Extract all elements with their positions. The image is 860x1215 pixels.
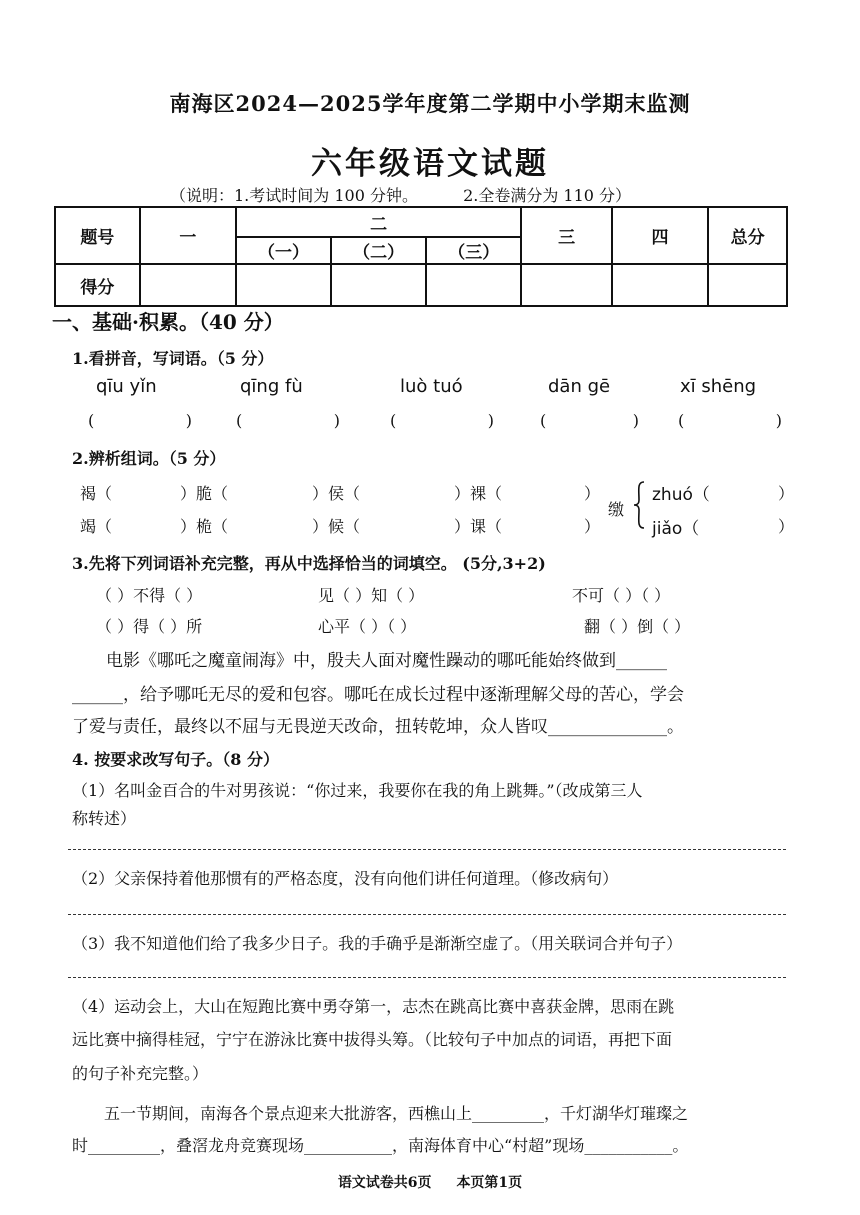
footer-total-pages: 语文试卷共6页 [337,1175,432,1191]
q4-item-4: （4）运动会上，大山在短跑比赛中勇夺第一，志杰在跳高比赛中喜获金牌，思雨在跳 [72,997,675,1016]
pinyin-4: dān gē [548,376,611,397]
score-cell[interactable] [426,264,521,306]
polyphone-char: 缴 [608,500,625,519]
polyphone-reading-1: zhuó（ [652,485,710,505]
header-part-4: 四 [612,207,708,264]
q3-idiom-6: 翻（ ）倒（ ） [584,617,691,636]
header-part-2a: （一） [236,237,331,264]
q3-passage-line-1: 电影《哪吒之魔童闹海》中，殷夫人面对魔性躁动的哪吒能始终做到______ [106,651,667,671]
score-table [54,206,788,307]
q2-title: 2.辨析组词。（5 分） [72,449,226,468]
q3-passage-line-2: ______，给予哪吒无尽的爱和包容。哪吒在成长过程中逐渐理解父母的苦心，学会 [72,685,684,705]
header-part-3: 三 [521,207,612,264]
answer-paren-4[interactable]: ( ) [540,411,639,430]
q1-title: 1.看拼音，写词语。（5 分） [72,349,274,368]
note-score: 2.全卷满分为 110 分） [463,186,632,205]
section-1-heading: 一、基础·积累。（40 分） [52,310,284,334]
score-cell[interactable] [708,264,787,306]
pinyin-3: luò tuó [400,376,463,397]
q3-passage-line-3: 了爱与责任，最终以不屈与无畏逆天改命，扭转乾坤，众人皆叹______________。 [72,717,684,737]
pinyin-2: qīng fù [240,376,303,397]
answer-line-3[interactable] [68,977,786,978]
answer-paren-1[interactable]: ( ) [88,411,193,430]
q3-idiom-2: 见（ ）知（ ） [318,586,425,605]
header-question-no: 题号 [55,207,140,264]
q4-item-3: （3）我不知道他们给了我多少日子。我的手确乎是渐渐空虚了。（用关联词合并句子） [72,934,683,953]
score-cell[interactable] [612,264,708,306]
q2-char-3: ）侯（ [312,484,361,503]
header-part-2b: （二） [331,237,426,264]
header-part-2: 二 [236,207,521,237]
q2-close: ） [584,484,601,503]
q4-title: 4. 按要求改写句子。（8 分） [72,750,279,769]
note-time: （说明：1.考试时间为 100 分钟。 [170,186,418,205]
score-cell[interactable] [521,264,612,306]
q2-char-2: ）脆（ [180,484,229,503]
header-part-2c: （三） [426,237,521,264]
subject-title: 六年级语文试题 [311,146,549,182]
footer-page-number: 本页第1页 [456,1175,523,1191]
q2-close: ） [778,517,795,536]
q4-item-1: （1）名叫金百合的牛对男孩说：“你过来，我要你在我的角上跳舞。”（改成第三人 [72,781,643,800]
q3-idiom-3: 不可（ ）（ ） [572,586,671,605]
q4-item-4-end: 的句子补充完整。） [72,1064,209,1083]
header-total: 总分 [708,207,787,264]
q2-char-7: ）候（ [312,517,361,536]
score-cell[interactable] [140,264,236,306]
polyphone-reading-2: jiǎo（ [652,519,700,539]
q2-char-8: ）课（ [454,517,503,536]
score-cell[interactable] [331,264,426,306]
q3-idiom-1: （ ）不得（ ） [96,586,203,605]
q3-idiom-4: （ ）得（ ）所 [96,617,203,636]
q2-char-4: ）裸（ [454,484,503,503]
q2-char-5: 竭（ [80,517,113,536]
answer-line-2[interactable] [68,914,786,915]
q2-char-6: ）桅（ [180,517,229,536]
page-footer [0,1172,860,1192]
answer-paren-2[interactable]: ( ) [236,411,341,430]
exam-note [170,183,671,206]
q4-item-4-cont: 远比赛中摘得桂冠，宁宁在游泳比赛中拔得头筹。（比较句子中加点的词语，再把下面 [72,1030,673,1049]
q3-idiom-5: 心平（ ）（ ） [318,617,417,636]
brace-icon [632,480,646,530]
pinyin-5: xī shēng [680,376,757,397]
exam-title: 南海区2024—2025学年度第二学期中小学期末监测 [169,91,691,116]
q4-item-1-cont: 称转述） [72,809,137,828]
q4-fill-line-1: 五一节期间，南海各个景点迎来大批游客，西樵山上_________，千灯湖华灯璀璨之 [104,1104,689,1123]
q2-char-1: 褐（ [80,484,113,503]
pinyin-1: qīu yǐn [96,376,157,397]
header-part-1: 一 [140,207,236,264]
q3-title: 3.先将下列词语补充完整，再从中选择恰当的词填空。 (5分,3+2) [72,554,546,573]
score-cell[interactable] [236,264,331,306]
q4-fill-line-2: 时_________，叠滘龙舟竞赛现场___________，南海体育中心“村超”现场___________。 [72,1136,689,1155]
q4-item-2: （2）父亲保持着他那惯有的严格态度，没有向他们讲任何道理。（修改病句） [72,869,619,888]
q2-close: ） [778,484,795,503]
answer-line-1[interactable] [68,849,786,850]
q2-close: ） [584,517,601,536]
answer-paren-5[interactable]: ( ) [678,411,783,430]
row-score-label: 得分 [55,264,140,306]
answer-paren-3[interactable]: ( ) [390,411,495,430]
